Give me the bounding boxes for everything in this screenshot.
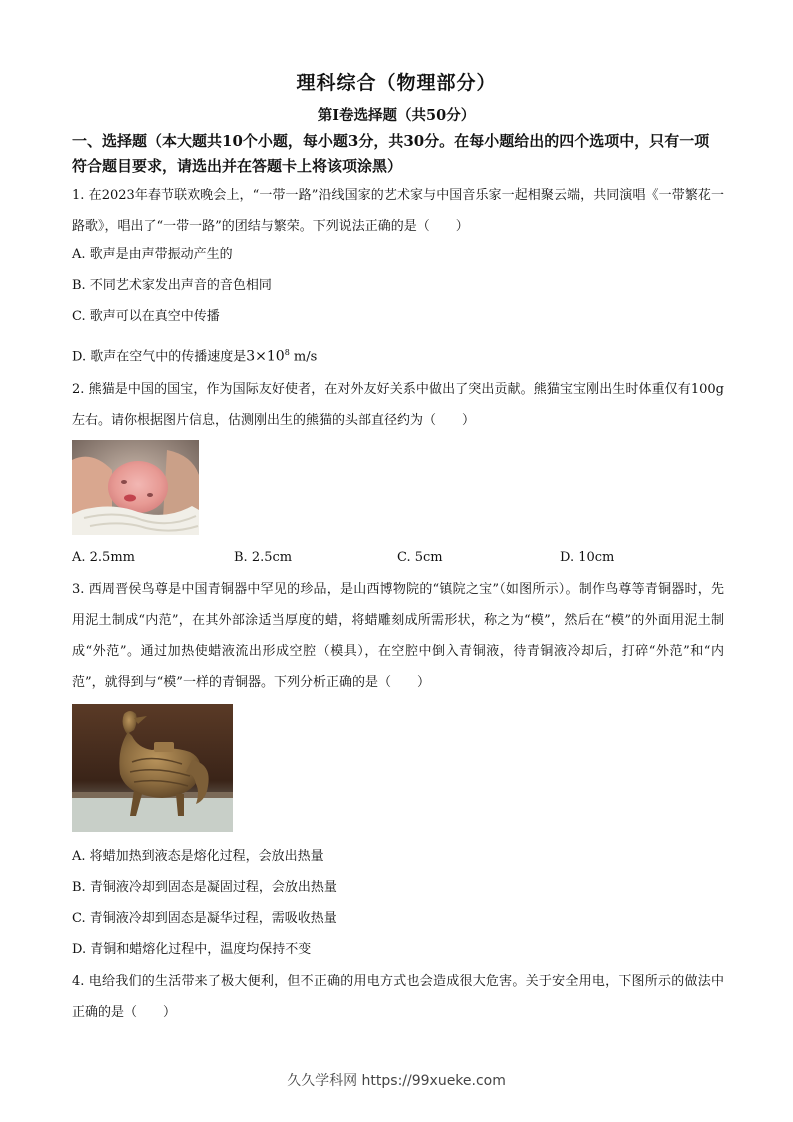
- q2-option-b: B. 2.5cm: [234, 550, 293, 565]
- q3-option-b: B. 青铜液冷却到固态是凝固过程，会放出热量: [72, 880, 337, 895]
- q4-stem: 4. 电给我们的生活带来了极大便利，但不正确的用电方式也会造成很大危害。关于安全用电，下图所示的做法中正确的是（ ）: [72, 974, 724, 1020]
- q1-option-c: C. 歌声可以在真空中传播: [72, 309, 220, 324]
- q3-stem: 3. 西周晋侯鸟尊是中国青铜器中罕见的珍品，是山西博物院的“镇院之宝”（如图所示）。制作鸟尊等青铜器时，先用泥土制成“内范”，在其外部涂适当厚度的蜡，将蜡雕刻成所需形状，称之为“模”，然后在“模”的外面用泥土制成“外范”。通过加热使蜡液流出形成空腔（模具），在空腔中倒入青铜液，待青铜液冷却后，打碎“外范”和“内范”，就得到与“模”一样的青铜器。下列分析正确的是（ ）: [72, 582, 724, 690]
- page-subtitle: 第I卷选择题（共50分）: [317, 107, 476, 124]
- q2-option-c: C. 5cm: [397, 550, 443, 565]
- q1-option-d-value: 3×10: [246, 348, 285, 365]
- q3-option-d: D. 青铜和蜡熔化过程中，温度均保持不变: [72, 942, 312, 957]
- q1-option-d-unit: m/s: [289, 349, 318, 365]
- q1-option-d-exponent: 8: [284, 348, 290, 357]
- q1-option-d-text: D. 歌声在空气中的传播速度是: [72, 349, 247, 365]
- section-heading: 一、选择题（本大题共10个小题，每小题3分，共30分。在每小题给出的四个选项中，只有一项符合题目要求，请选出并在答题卡上将该项涂黑）: [72, 132, 710, 175]
- q2-stem: 2. 熊猫是中国的国宝，作为国际友好使者，在对外友好关系中做出了突出贡献。熊猫宝宝刚出生时体重仅有100g左右。请你根据图片信息，估测刚出生的熊猫的头部直径约为（ ）: [72, 382, 724, 428]
- panda-photo-image: [72, 440, 199, 535]
- bronze-bird-vessel-photo: [72, 704, 233, 832]
- bronze-bird-vessel-image: [72, 704, 233, 832]
- q2-option-a: A. 2.5mm: [72, 550, 135, 565]
- q2-option-d: D. 10cm: [560, 550, 615, 565]
- q1-stem: 1. 在2023年春节联欢晚会上，“一带一路”沿线国家的艺术家与中国音乐家一起相聚云端，共同演唱《一带繁花一路歌》，唱出了“一带一路”的团结与繁荣。下列说法正确的是（ ）: [72, 188, 724, 234]
- page-footer: 久久学科网 https://99xueke.com: [287, 1073, 506, 1089]
- q1-option-a: A. 歌声是由声带振动产生的: [72, 247, 233, 262]
- q3-option-c: C. 青铜液冷却到固态是凝华过程，需吸收热量: [72, 911, 337, 926]
- q3-option-a: A. 将蜡加热到液态是熔化过程，会放出热量: [72, 849, 324, 864]
- q1-option-d: [72, 343, 317, 367]
- panda-photo: [72, 440, 199, 535]
- q1-option-b: B. 不同艺术家发出声音的音色相同: [72, 278, 272, 293]
- page-title: 理科综合（物理部分）: [296, 72, 497, 94]
